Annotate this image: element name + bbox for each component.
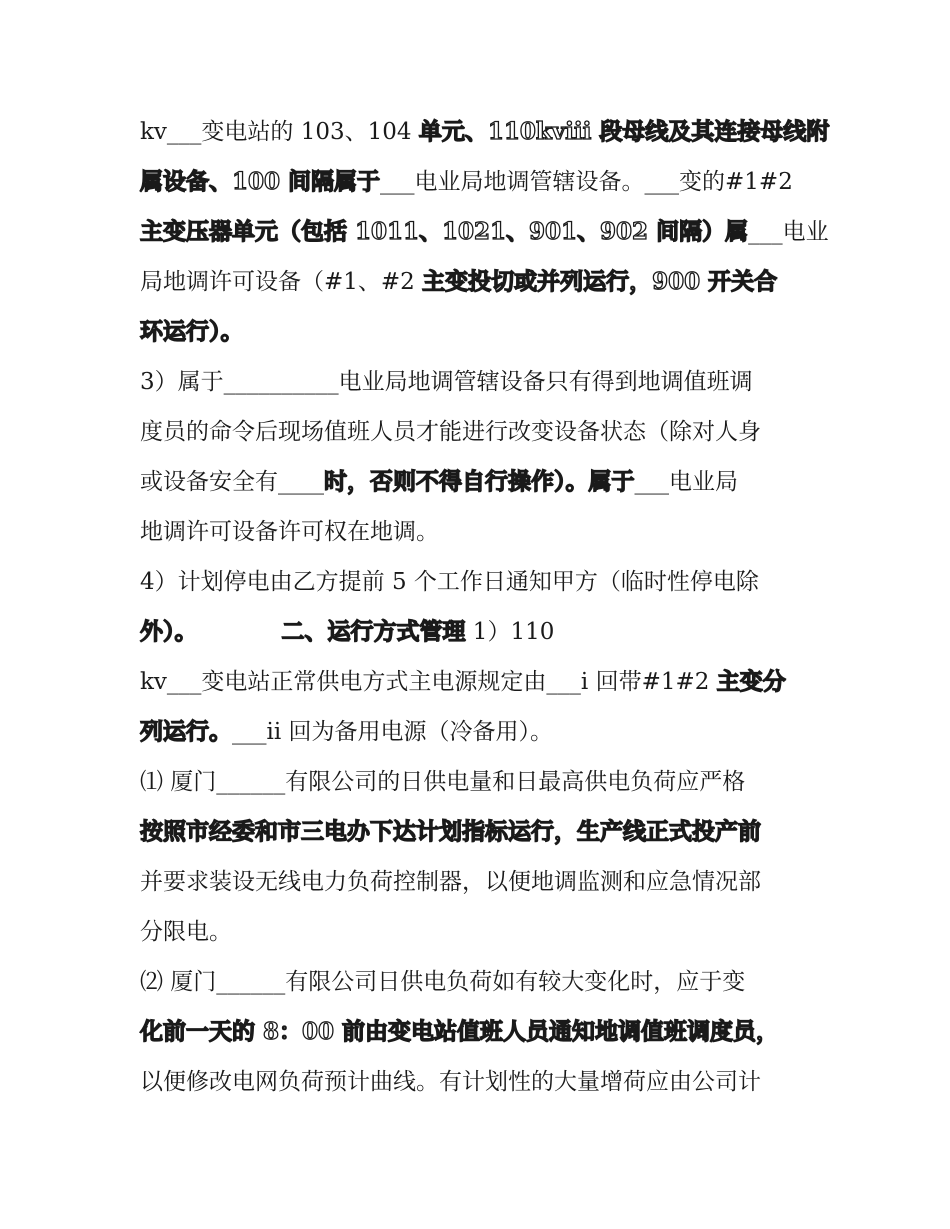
text-line: 以便修改电网负荷预计曲线。有计划性的大量增荷应由公司计 (140, 1069, 761, 1095)
text-line: 按照市经委和市三电办下达计划指标运行，生产线正式投产前 (140, 818, 761, 845)
text-line: 地调许可设备许可权在地调。 (140, 519, 439, 545)
text-line: 4）计划停电由乙方提前 5 个工作日通知甲方（临时性停电除 (140, 569, 759, 595)
text-line: 局地调许可设备（#1、#2 主变投切或并列运行，900 开关合 (140, 268, 778, 295)
text-line: 度员的命令后现场值班人员才能进行改变设备状态（除对人身 (140, 419, 761, 445)
text-line: kv___变电站正常供电方式主电源规定由___i 回带#1#2 主变分 (140, 668, 786, 695)
text-line: 外）。 二、运行方式管理 1）110 (140, 618, 555, 645)
text-line: kv___变电站的 103、104 单元、110kviii 段母线及其连接母线附 (140, 118, 830, 145)
text-line: 列运行。___ii 回为备用电源（冷备用）。 (140, 718, 554, 745)
text-line: 环运行）。 (140, 318, 244, 345)
text-line: 分限电。 (140, 919, 232, 945)
text-line: 化前一天的 8：00 前由变电站值班人员通知地调值班调度员， (140, 1018, 780, 1045)
text-line: 或设备安全有____时，否则不得自行操作）。属于___电业局 (140, 468, 738, 495)
text-line: 主变压器单元（包括 1011、1021、901、902 间隔）属___电业 (140, 218, 829, 245)
text-line: ⑴ 厦门______有限公司的日供电量和日最高供电负荷应严格 (140, 769, 746, 795)
section-heading: 二、运行方式管理 (281, 618, 466, 645)
text-line: 3）属于__________电业局地调管辖设备只有得到地调值班调 (140, 369, 753, 395)
text-line: ⑵ 厦门______有限公司日供电负荷如有较大变化时，应于变 (140, 969, 746, 995)
text-line: 属设备、100 间隔属于___电业局地调管辖设备。___变的#1#2 (140, 168, 793, 195)
text-line: 并要求装设无线电力负荷控制器，以便地调监测和应急情况部 (140, 869, 761, 895)
